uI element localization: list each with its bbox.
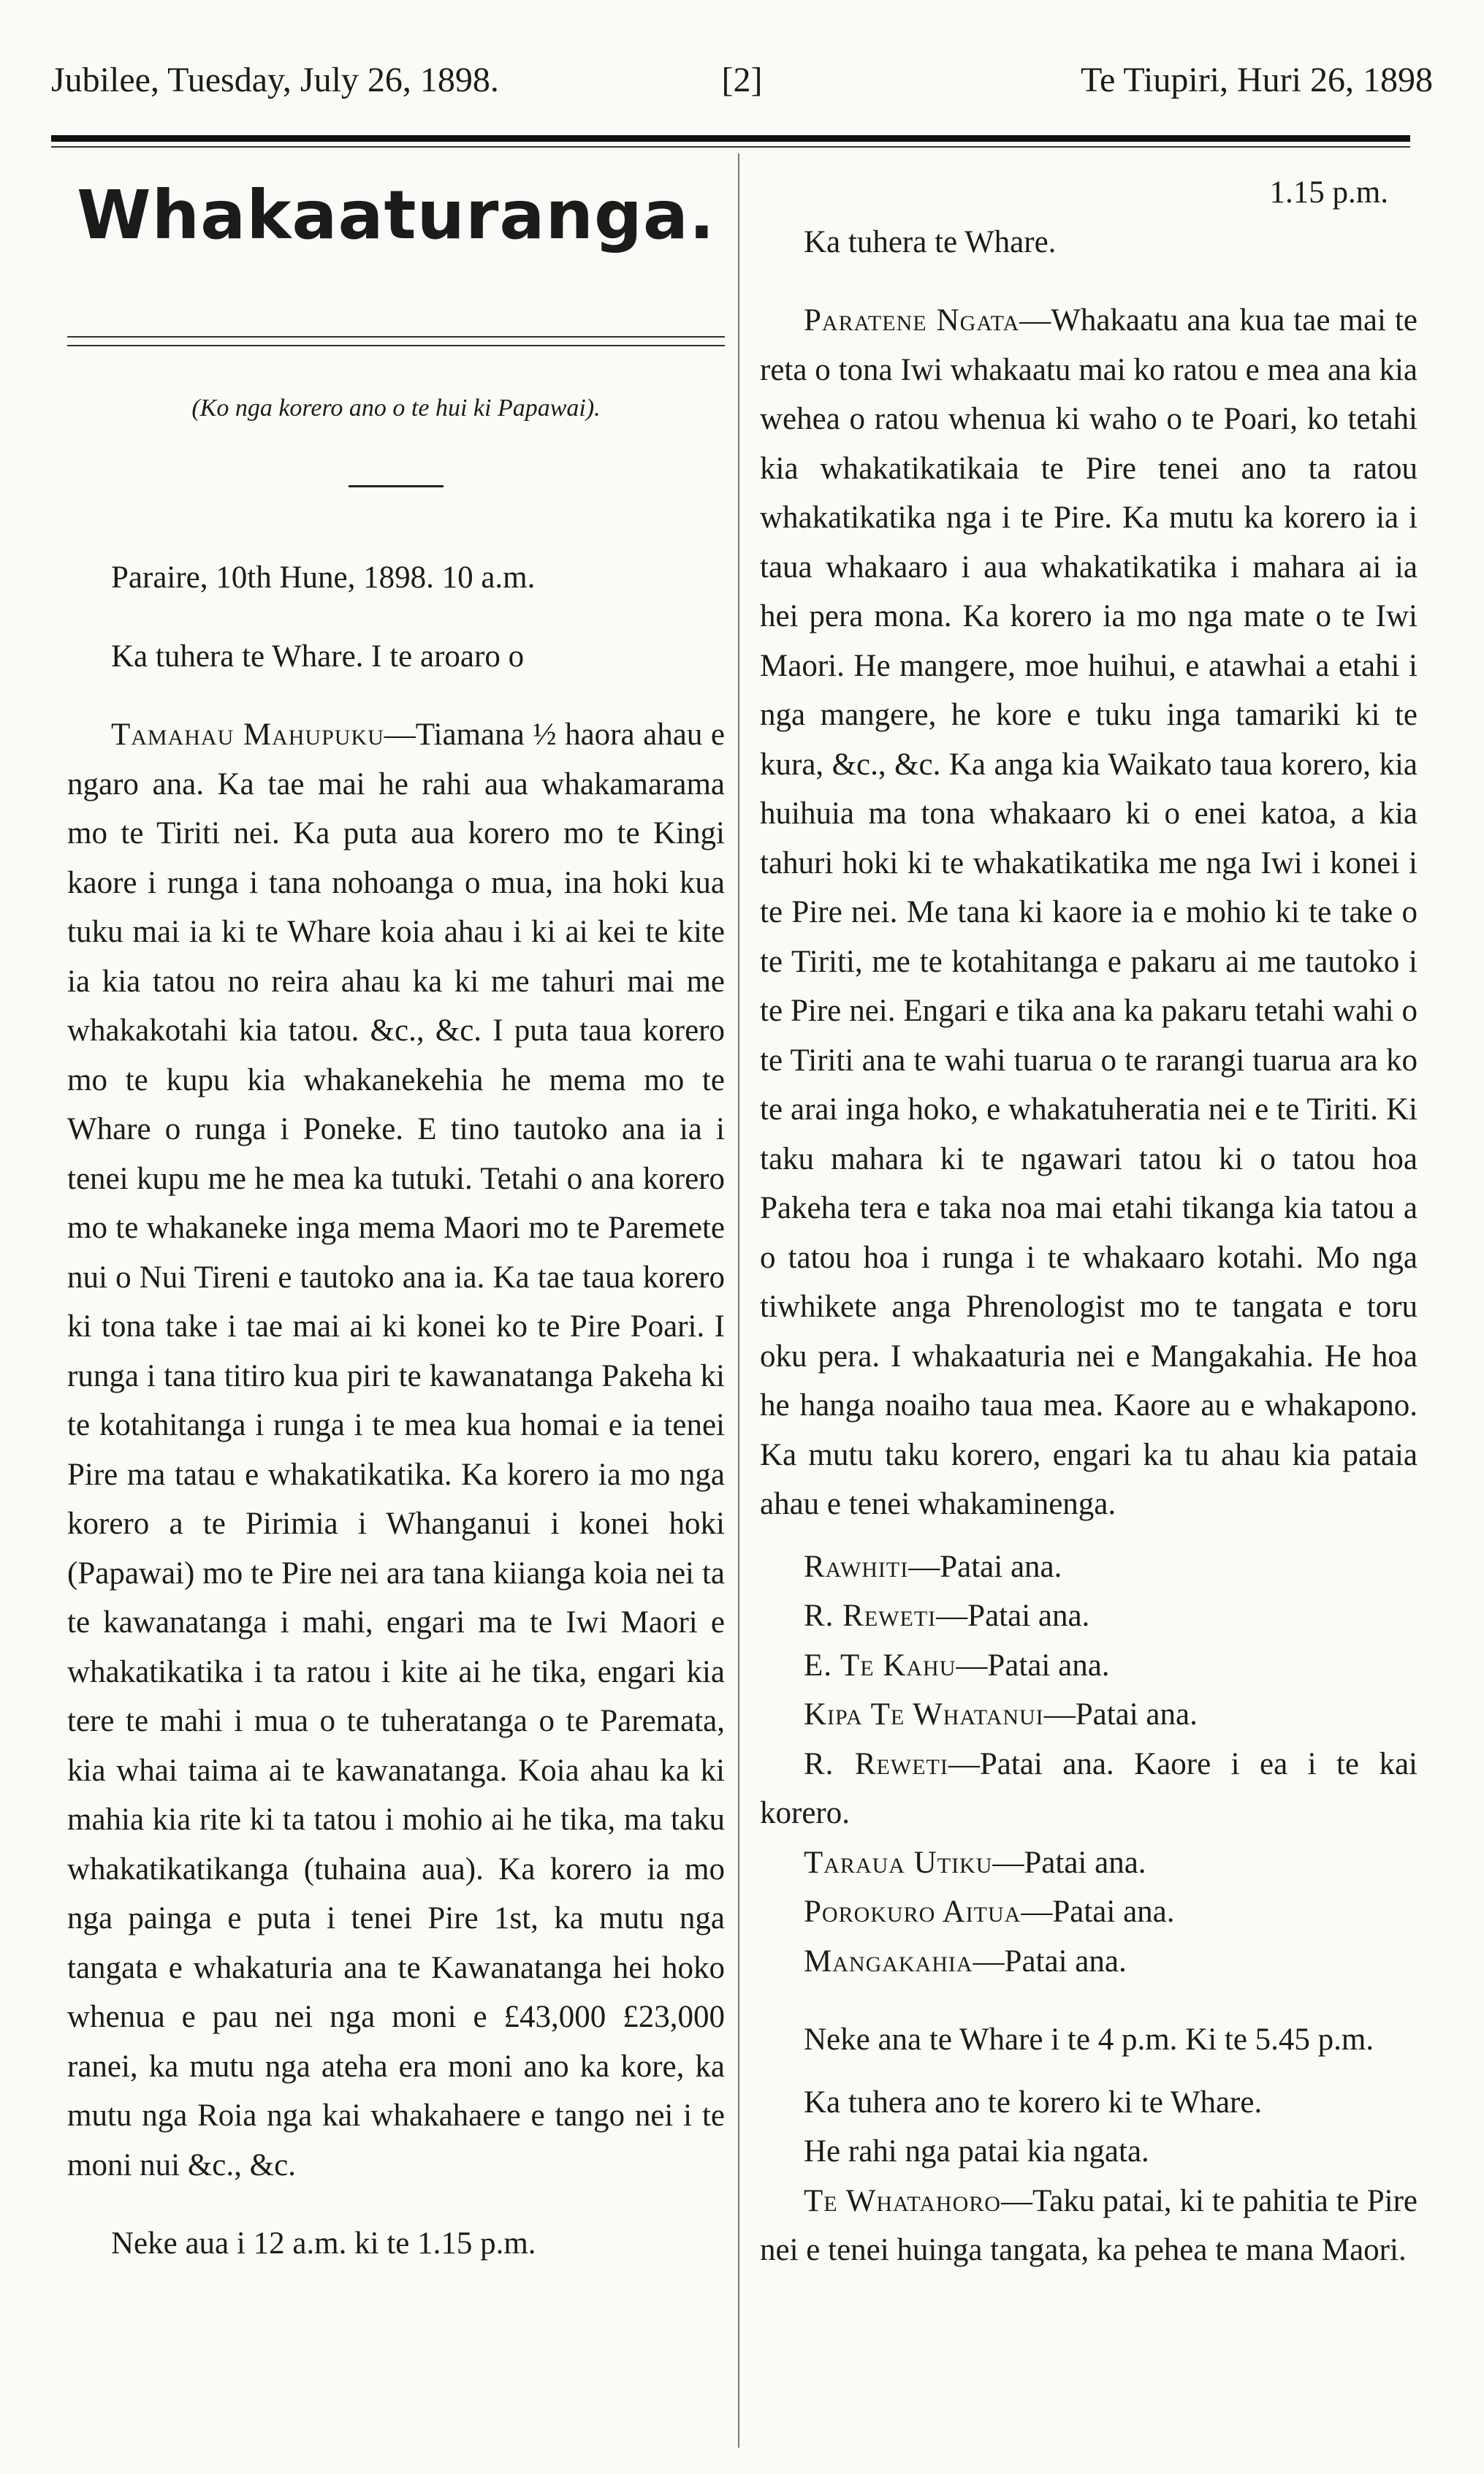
reopen-note: Ka tuhera ano te korero ki te Whare. bbox=[804, 2085, 1263, 2120]
question-text: —Patai ana. bbox=[992, 1845, 1146, 1880]
session-time: 1.15 p.m. bbox=[1269, 175, 1388, 210]
question-text: —Patai ana. bbox=[908, 1549, 1062, 1584]
question-line bbox=[760, 1740, 1418, 1838]
column-divider bbox=[738, 153, 739, 2448]
question-line bbox=[760, 1542, 1418, 1592]
speaker-name: Mangakahia bbox=[804, 1944, 973, 1979]
question-line bbox=[760, 1641, 1418, 1691]
article-title: Whakaaturanga. bbox=[77, 176, 715, 254]
speaker-name: Te Whatahoro bbox=[804, 2183, 1001, 2218]
question-text: —Patai ana. bbox=[1021, 1895, 1175, 1929]
speaker-name: R. Reweti bbox=[804, 1599, 937, 1633]
header-date-english: Jubilee, Tuesday, July 26, 1898. bbox=[51, 61, 499, 99]
adjournment-note-2: Neke ana te Whare i te 4 p.m. Ki te 5.45 p.m. bbox=[804, 2022, 1374, 2057]
page-number: [2] bbox=[721, 61, 763, 99]
question-line bbox=[760, 1937, 1418, 1987]
question-line bbox=[760, 1838, 1418, 1888]
header-rule bbox=[51, 135, 1410, 142]
speaker-name: Tamahau Mahupuku bbox=[111, 718, 384, 752]
speaker-name: Rawhiti bbox=[804, 1549, 909, 1584]
header-date-maori: Te Tiupiri, Huri 26, 1898 bbox=[1080, 61, 1433, 99]
speech-paragraph-2 bbox=[760, 296, 1418, 1529]
speaker-name: Kipa Te Whatanui bbox=[804, 1697, 1044, 1732]
short-divider bbox=[349, 485, 444, 487]
question-text: —Patai ana. bbox=[956, 1648, 1110, 1683]
speaker-name: Taraua Utiku bbox=[804, 1845, 993, 1880]
speaker-name: E. Te Kahu bbox=[804, 1648, 956, 1683]
speech-text: —Tiamana ½ haora ahau e ngaro ana. Ka tae mai he rahi aua whakamarama mo te Tiriti nei. Ka puta aua korero mo te Kingi kaore i runga i tana nohoanga o mua, ina hoki kua tuku mai ia ki te Whare koia ahau i ki ai kei te kite ia kia tatou no reira ahau ka ki me tahuri mai me whakakotahi kia tatou. &c., &c. I puta taua korero mo te kupu kia whakanekehia he mema mo te Whare o runga i Poneke. E tino tautoko ana ia i tenei kupu me he mea ka tutuki. Tetahi o ana korero mo te whakaneke inga mema Maori mo te Paremete nui o Nui Tireni e tautoko ana ia. Ka tae taua korero ki tona take i tae mai ai ki konei ko te Pire Poari. I runga i tana titiro kua piri te kawanatanga Pakeha ki te kotahitanga i runga i te mea kua homai e ia tenei Pire ma tatau e whakatikatika. Ka korero ia mo nga korero a te Pirimia i Whanganui i konei hoki (Papawai) mo te Pire nei ara tana kiianga koia nei ta te kawanatanga i mahi, engari ma te Iwi Maori e whakatikatika i ta ratou i kite ai he tika, engari kia tere te mahi i mua o te tuheratanga o te Paremata, kia whai taima ai te kawanatanga. Koia ahau ka ki mahia kia rite ki ta tatou i mohio ai he tika, ma taku whakatikatikanga (tuhaina aua). Ka korero ia mo nga painga e puta i tenei Pire 1st, ka mutu nga tangata e whakaturia ana te Kawanatanga hei hoko whenua e pau nei nga moni e £43,000 £23,000 ranei, ka mutu nga ateha era moni ano ka kore, ka mutu nga Roia nga kai whakahaere e tango nei i te moni nui &c., &c. bbox=[67, 718, 725, 2182]
question-line bbox=[760, 1690, 1418, 1740]
question-text: —Patai ana. bbox=[1043, 1697, 1198, 1732]
speech-text: —Taku patai, ki te pahitia te Pire nei e tenei huinga tangata, ka pehea te mana Maori. bbox=[760, 2183, 1418, 2267]
speech-text: —Whakaatu ana kua tae mai te reta o tona Iwi whakaatu mai ko ratou e mea ana kia wehea o ratou whenua ki waho o te Poari, ko tetahi kia whakatikatikaia te Pire tenei ano ta ratou whakatikatika nga i te Pire. Ka mutu ka korero ia i taua whakaaro i aua whakatikatika i mahara ai ia hei pera mona. Ka korero ia mo nga mate o te Iwi Maori. He mangere, moe huihui, e atawhai a etahi i nga mangere, he kore e tuku inga tamariki ki te kura, &c., &c. Ka anga kia Waikato taua korero, kia huihuia ma tona whakaaro ki o enei katoa, a kia tahuri hoki ki te whakatikatika me nga Iwi i konei i te Pire nei. Me tana ki kaore ia e mohio ki te take o te Tiriti, me te kotahitanga e pakaru ai me tautoko i te Pire nei. Engari e tika ana ka pakaru tetahi wahi o te Tiriti ana te wahi tuarua o te rarangi tuarua ara ko te arai inga hoko, e whakatuheratia nei e te Tiriti. Ki taku mahara ki te ngawari tatou ki o tatou hoa Pakeha tera e taka noa mai etahi tikanga kia tatou a o tatou hoa i runga i te whakaaro kotahi. Mo nga tiwhikete anga Phrenologist mo te tangata e toru oku pera. I whakaaturia nei e Mangakahia. He hoa he hanga noaiho taua mea. Kaore au e whakapono. Ka mutu taku korero, engari ka tu ahau kia pataia ahau e tenei whakaminenga. bbox=[760, 303, 1418, 1521]
many-questions-note: He rahi nga patai kia ngata. bbox=[804, 2134, 1149, 2169]
left-column bbox=[67, 161, 725, 2269]
article-subtitle: (Ko nga korero ano o te hui ki Papawai). bbox=[191, 395, 601, 422]
speaker-name: Porokuro Aitua bbox=[804, 1895, 1021, 1929]
speech-paragraph-3 bbox=[760, 2177, 1418, 2275]
question-line bbox=[760, 1591, 1418, 1641]
speaker-name: R. Reweti bbox=[804, 1746, 948, 1781]
question-text: —Patai ana. bbox=[973, 1944, 1127, 1979]
speech-paragraph bbox=[67, 710, 725, 2190]
question-text: —Patai ana. bbox=[936, 1599, 1090, 1633]
page-header bbox=[51, 51, 1433, 110]
session-opening-2: Ka tuhera te Whare. bbox=[804, 224, 1057, 259]
title-rule bbox=[67, 336, 725, 346]
adjournment-note: Neke aua i 12 a.m. ki te 1.15 p.m. bbox=[111, 2226, 536, 2261]
session-opening: Ka tuhera te Whare. I te aroaro o bbox=[111, 639, 525, 674]
header-rule-thin bbox=[51, 146, 1410, 148]
question-text: —Patai ana. Kaore i ea i te kai korero. bbox=[760, 1746, 1418, 1830]
right-column bbox=[760, 161, 1418, 2275]
question-line bbox=[760, 1887, 1418, 1937]
speaker-name: Paratene Ngata bbox=[804, 303, 1020, 338]
session-date: Paraire, 10th Hune, 1898. 10 a.m. bbox=[111, 560, 536, 595]
